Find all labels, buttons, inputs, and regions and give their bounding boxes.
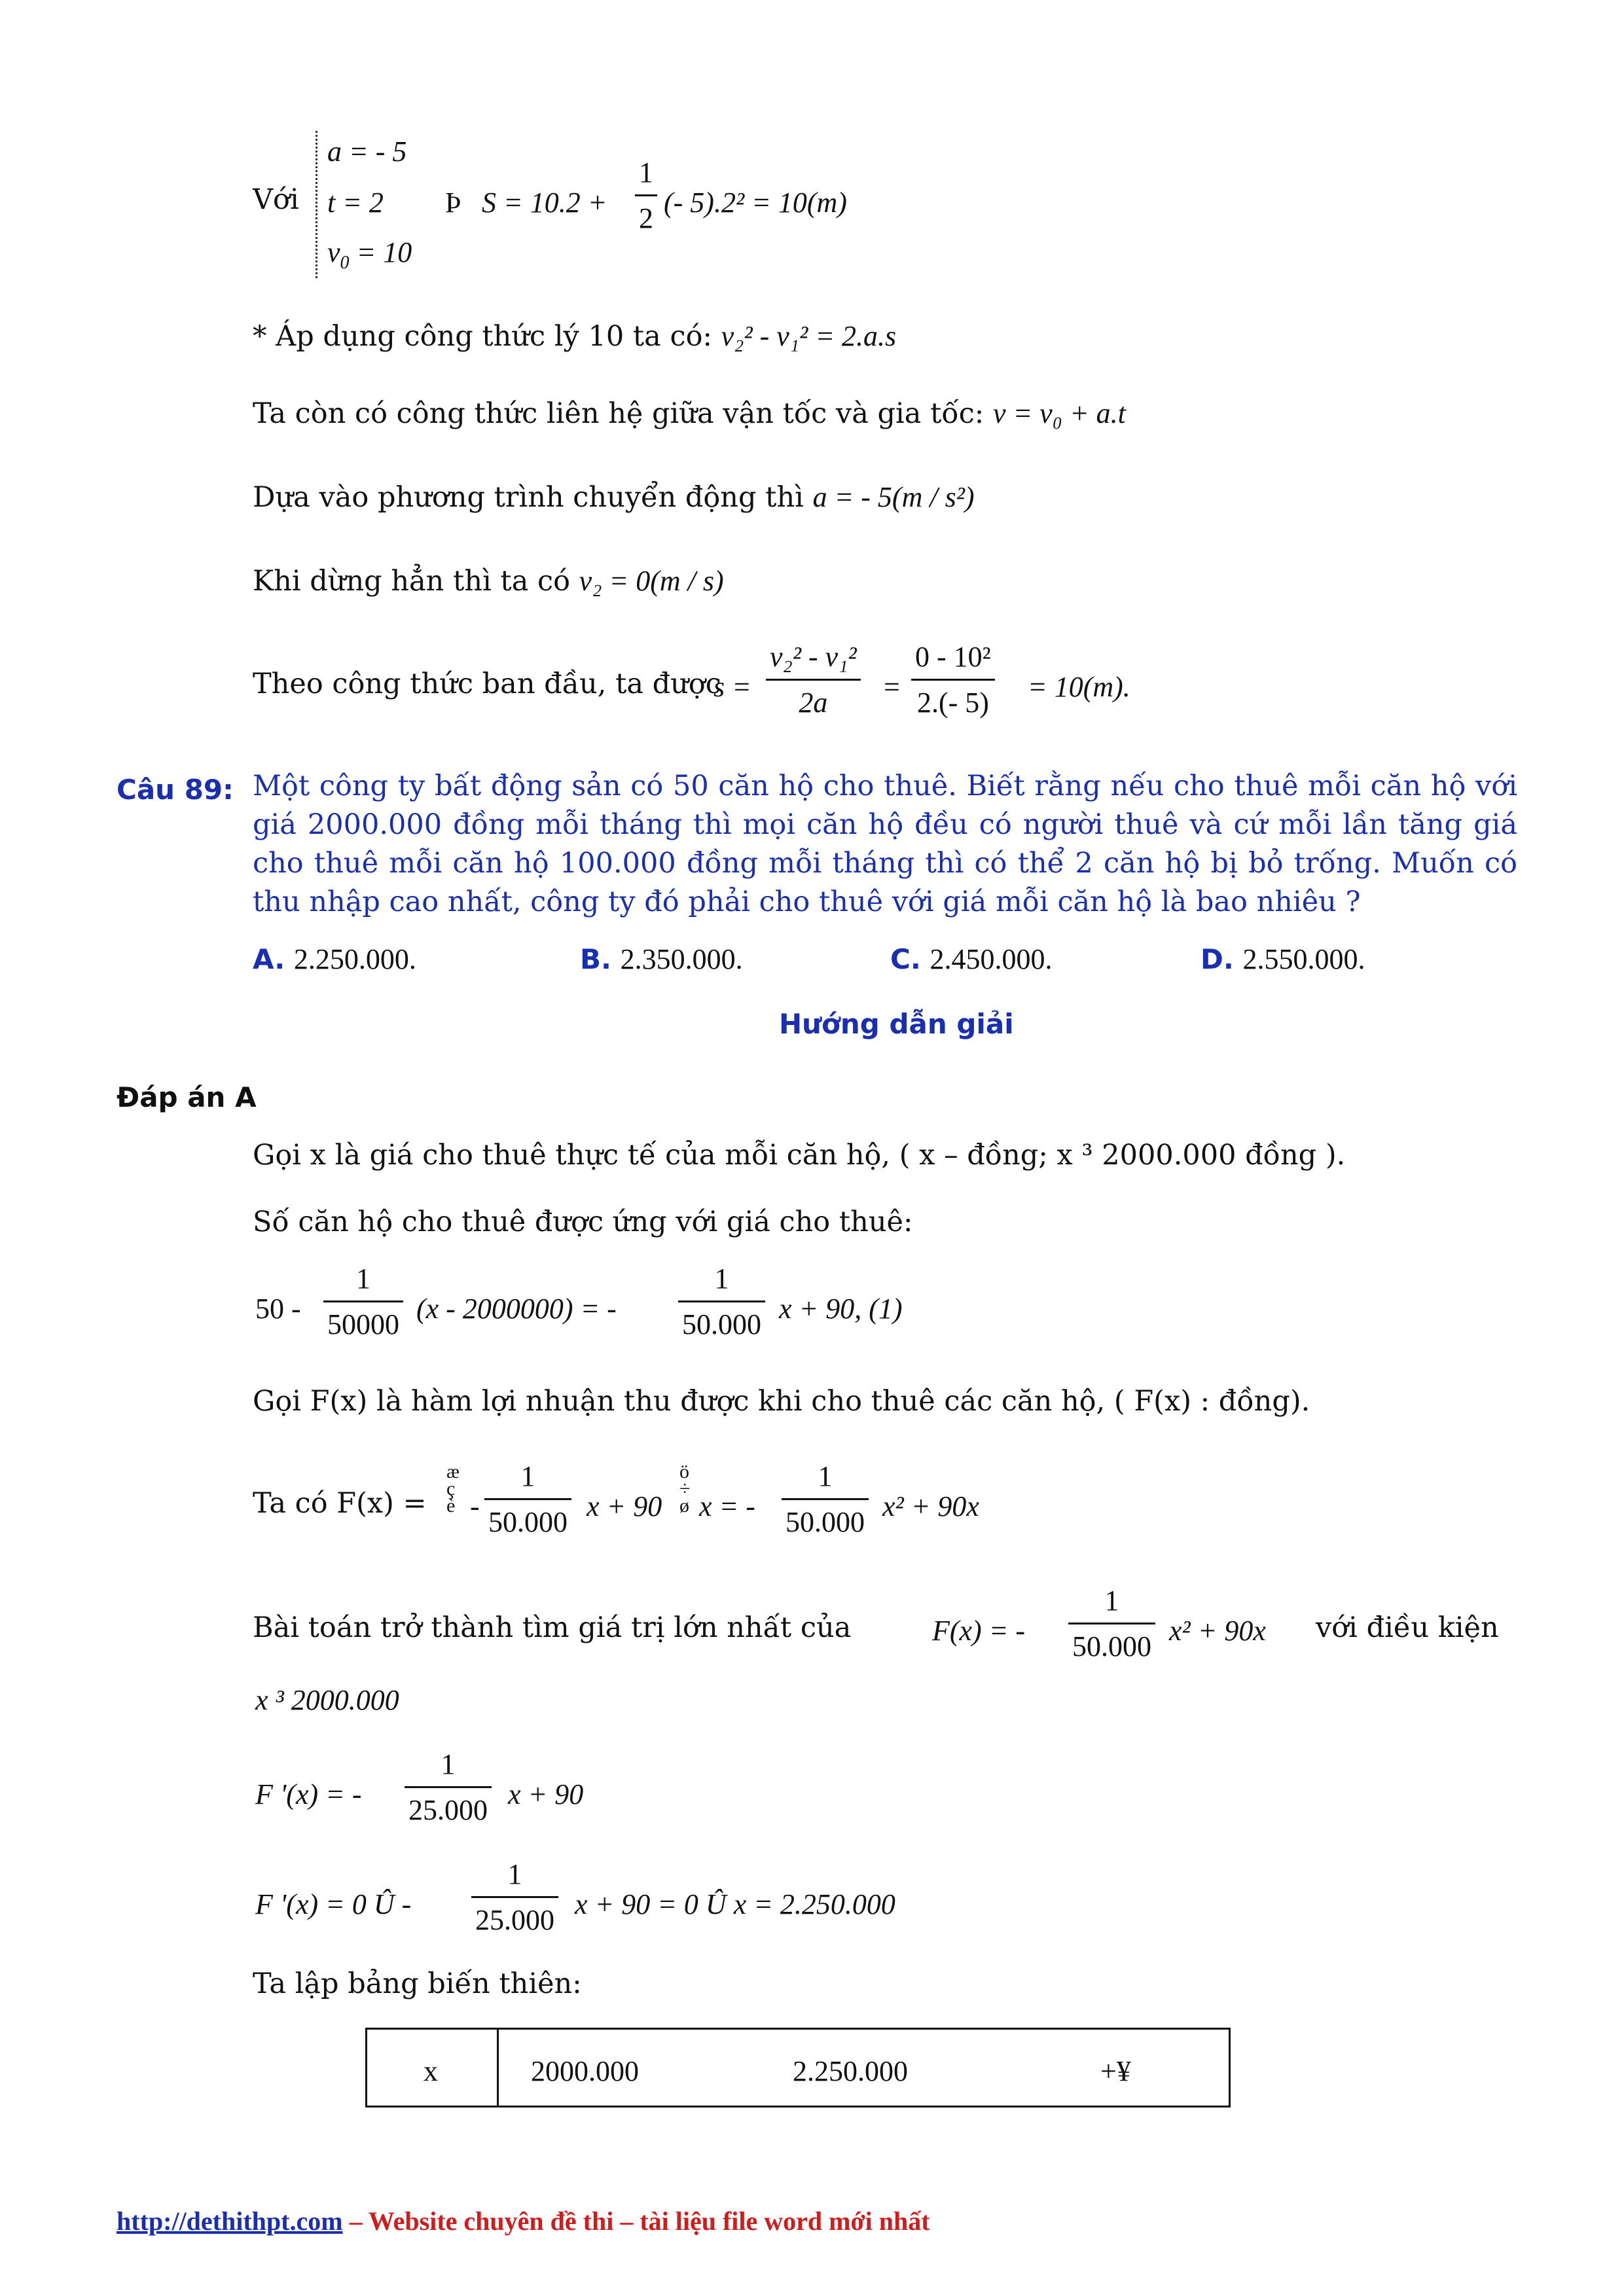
profit-function-line: Gọi F(x) là hàm lợi nhuận thu được khi cho thuê các căn hộ, ( F(x) : đồng). (253, 1385, 1310, 1418)
relation-line: Ta còn có công thức liên hệ giữa vận tốc và gia tốc: v = v₀ + a.t (253, 397, 1126, 430)
eq2-tail: x² + 90x (882, 1490, 979, 1522)
option-c: C. 2.450.000. (890, 943, 1053, 975)
x-definition-line: Gọi x là giá cho thuê thực tế của mỗi căn hộ, ( x – đồng; x ³ 2000.000 đồng ). (253, 1139, 1346, 1172)
eq2-mid2: x = - (699, 1490, 755, 1522)
condition-a: a = - 5 (327, 135, 407, 168)
eq1-lead: 50 - (255, 1293, 301, 1325)
problem-condition: x ³ 2000.000 (255, 1684, 399, 1716)
result-line-text: Theo công thức ban đầu, ta được (253, 668, 721, 700)
eq2-paren-close: ö ÷ ø (679, 1461, 691, 1516)
solution-heading: Hướng dẫn giải (779, 1008, 1014, 1040)
condition-v0: $v_0 = 10$ (327, 236, 412, 273)
option-d: D. 2.550.000. (1200, 943, 1365, 975)
footer-link[interactable]: http://dethithpt.com (117, 2206, 343, 2236)
eq2-neg: - (470, 1490, 480, 1522)
table-value-2: 2.250.000 (793, 2055, 908, 2087)
derivative-fraction: $\frac{1}{25.000}$ (405, 1748, 492, 1827)
eq2-paren-open: æ ç è (446, 1461, 460, 1516)
distance-expression-rhs: (- 5).2² = 10(m) (664, 187, 847, 219)
problem-condition-word: với điều kiện (1316, 1611, 1499, 1644)
eq2-lead: Ta có F(x) = (253, 1487, 427, 1520)
table-divider (497, 2030, 499, 2106)
problem-line-text: Bài toán trở thành tìm giá trị lớn nhất của (253, 1611, 852, 1644)
motion-line: Dựa vào phương trình chuyển động thì a = - 5(m / s²) (253, 481, 975, 514)
eq2-fraction-2: $\frac{1}{50.000}$ (782, 1460, 869, 1539)
question-text: Một công ty bất động sản có 50 căn hộ cho thuê. Biết rằng nếu cho thuê mỗi căn hộ với giá 2000.000 đồng mỗi tháng thì mọi căn hộ đều có người thuê và cứ mỗi lần tăng giá cho thuê mỗi căn hộ 100.000 đồng mỗi tháng thì có thể 2 căn hộ bị bỏ trống. Muốn có thu nhập cao nhất, công ty đó phải cho thuê với giá mỗi căn hộ là bao nhiêu ? (253, 770, 1517, 918)
fraction-half: $\frac{1}{2}$ (635, 156, 657, 235)
table-value-1: 2000.000 (531, 2055, 639, 2087)
variation-table (365, 2028, 1231, 2108)
result-fraction-2: $\frac{\text{0 - 10²}}{2.(- 5)}$ (911, 640, 995, 719)
with-label: Với (253, 183, 299, 216)
derivative-lhs: F '(x) = - (255, 1778, 362, 1810)
result-eq: = (884, 671, 900, 703)
derivative-rhs: x + 90 (508, 1778, 584, 1810)
table-value-3: +¥ (1100, 2055, 1131, 2087)
problem-rhs: x² + 90x (1169, 1615, 1266, 1647)
answer-label: Đáp án A (117, 1081, 257, 1113)
problem-lhs: F(x) = - (932, 1615, 1026, 1647)
distance-expression-lhs: S = 10.2 + (482, 187, 607, 219)
zero-eq-rhs: x + 90 = 0 Û x = 2.250.000 (575, 1888, 895, 1920)
eq2-mid: x + 90 (586, 1490, 662, 1522)
system-brace (316, 131, 321, 278)
footer (117, 2206, 930, 2236)
result-rhs: = 10(m). (1028, 671, 1130, 703)
eq1-tail: x + 90, (1) (779, 1293, 903, 1325)
footer-tagline: – Website chuyên đề thi – tài liệu file word mới nhất (342, 2206, 930, 2236)
result-lhs: s = (713, 671, 751, 703)
option-b: B. 2.350.000. (580, 943, 743, 975)
question-label: Câu 89: (117, 774, 234, 806)
condition-t: t = 2 (327, 187, 384, 219)
table-head-x: x (424, 2055, 438, 2087)
eq1-fraction-2: $\frac{1}{50.000}$ (678, 1262, 765, 1341)
eq1-mid: (x - 2000000) = - (416, 1293, 617, 1325)
option-a: A. 2.250.000. (253, 943, 416, 975)
implies-symbol: Þ (445, 187, 461, 219)
apply-formula-line: * Áp dụng công thức lý 10 ta có: v₂² - v₁² = 2.a.s (253, 320, 897, 353)
eq1-fraction-1: $\frac{1}{50000}$ (323, 1262, 403, 1341)
zero-eq-fraction: $\frac{1}{25.000}$ (471, 1857, 558, 1937)
zero-eq-lhs: F '(x) = 0 Û - (255, 1888, 412, 1920)
stop-line: Khi dừng hẳn thì ta có v₂ = 0(m / s) (253, 565, 724, 598)
count-line: Số căn hộ cho thuê được ứng với giá cho thuê: (253, 1206, 913, 1238)
table-intro-line: Ta lập bảng biến thiên: (253, 1967, 582, 2000)
result-fraction-1: $\frac{\text{v₂² - v₁²}}{2a}$ (766, 640, 861, 719)
eq2-fraction-1: $\frac{1}{50.000}$ (484, 1460, 571, 1539)
problem-fraction: $\frac{1}{50.000}$ (1068, 1584, 1155, 1663)
